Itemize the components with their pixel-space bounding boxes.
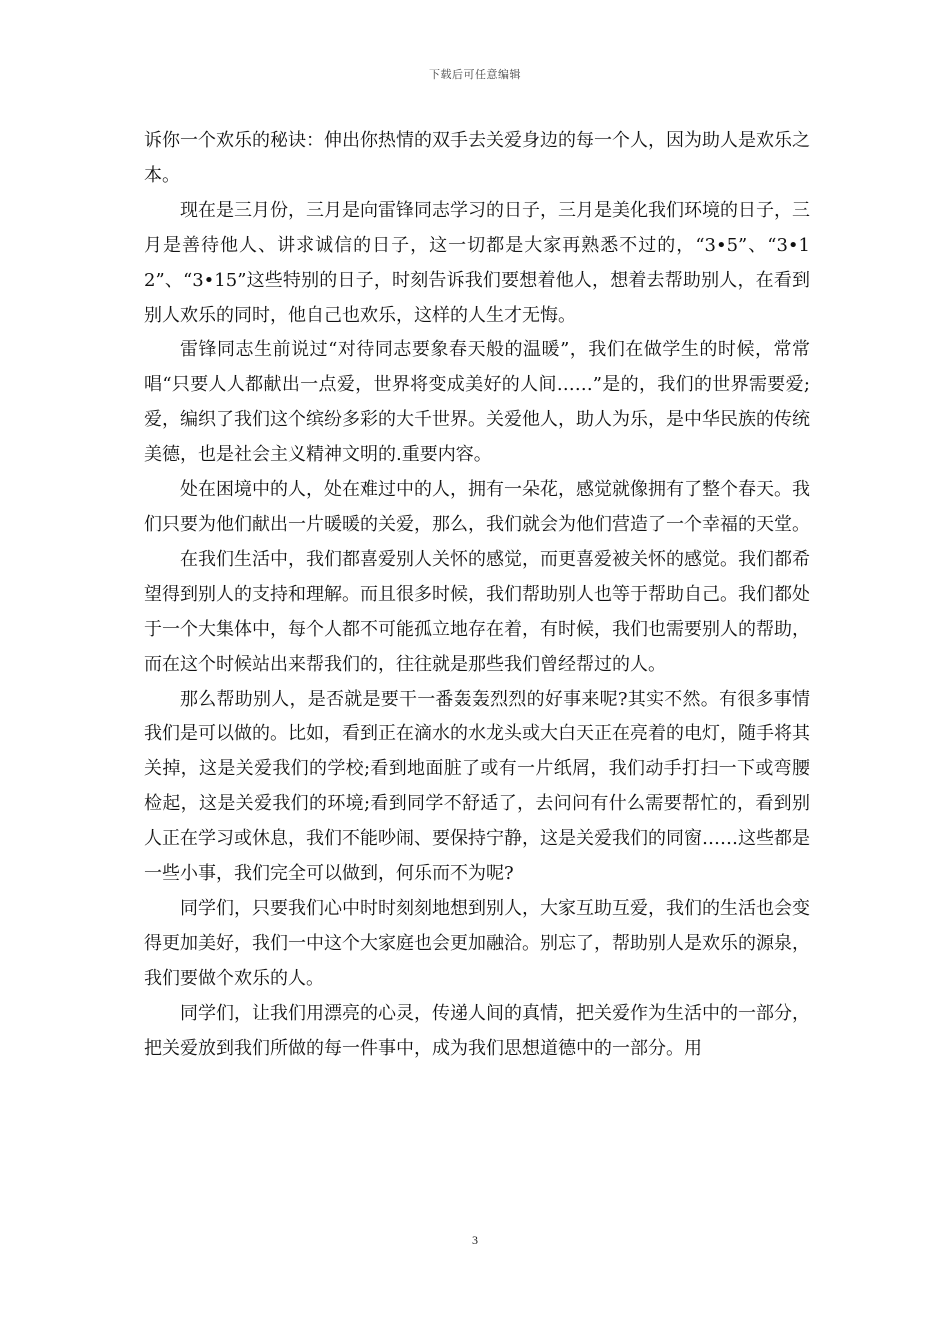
page-number: 3 [472, 1233, 478, 1247]
paragraph: 同学们，让我们用漂亮的心灵，传递人间的真情，把关爱作为生活中的一部分，把关爱放到我们所做的每一件事中，成为我们思想道德中的一部分。用 [144, 1002, 810, 1059]
paragraph: 现在是三月份，三月是向雷锋同志学习的日子，三月是美化我们环境的日子，三月是善待他人、讲求诚信的日子，这一切都是大家再熟悉不过的，“3•5”、“3•12”、“3•15”这些特别的日子，时刻告诉我们要想着他人，想着去帮助别人，在看到别人欢乐的同时，他自己也欢乐，这样的人生才无悔。 [144, 199, 810, 326]
paragraph: 同学们，只要我们心中时时刻刻地想到别人，大家互助互爱，我们的生活也会变得更加美好，我们一中这个大家庭也会更加融洽。别忘了，帮助别人是欢乐的源泉，我们要做个欢乐的人。 [144, 897, 810, 989]
document-body [144, 124, 810, 1066]
paragraph: 在我们生活中，我们都喜爱别人关怀的感觉，而更喜爱被关怀的感觉。我们都希望得到别人的支持和理解。而且很多时候，我们帮助别人也等于帮助自己。我们都处于一个大集体中，每个人都不可能孤立地存在着，有时候，我们也需要别人的帮助，而在这个时候站出来帮我们的，往往就是那些我们曾经帮过的人。 [144, 548, 810, 675]
paragraph: 那么帮助别人，是否就是要干一番轰轰烈烈的好事来呢?其实不然。有很多事情我们是可以做的。比如，看到正在滴水的水龙头或大白天正在亮着的电灯，随手将其关掉，这是关爱我们的学校;看到地面脏了或有一片纸屑，我们动手打扫一下或弯腰检起，这是关爱我们的环境;看到同学不舒适了，去问问有什么需要帮忙的，看到别人正在学习或休息，我们不能吵闹、要保持宁静，这是关爱我们的同窗……这些都是一些小事，我们完全可以做到，何乐而不为呢? [144, 688, 810, 885]
paragraph: 雷锋同志生前说过“对待同志要象春天般的温暖”，我们在做学生的时候，常常唱“只要人人都献出一点爱，世界将变成美好的人间……”是的，我们的世界需要爱;爱，编织了我们这个缤纷多彩的大千世界。关爱他人，助人为乐，是中华民族的传统美德，也是社会主义精神文明的.重要内容。 [144, 339, 810, 466]
page-header: 下载后可任意编辑 [429, 68, 521, 81]
paragraph: 处在困境中的人，处在难过中的人，拥有一朵花，感觉就像拥有了整个春天。我们只要为他们献出一片暖暖的关爱，那么，我们就会为他们营造了一个幸福的天堂。 [144, 479, 810, 535]
paragraph: 诉你一个欢乐的秘诀：伸出你热情的双手去关爱身边的每一个人，因为助人是欢乐之本。 [144, 130, 810, 186]
